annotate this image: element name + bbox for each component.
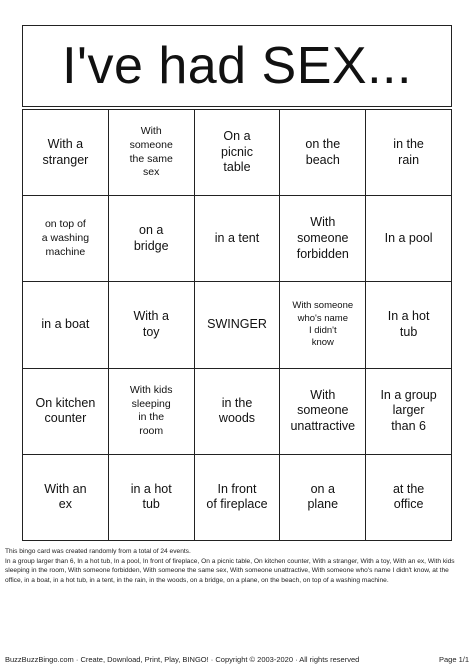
bingo-cell: in a boat [23,282,109,368]
bingo-cell: on a bridge [109,196,195,282]
bingo-cell: With someone unattractive [280,369,366,455]
bingo-grid [22,109,452,541]
card-info-summary: This bingo card was created randomly from a total of 24 events. [5,548,191,555]
bingo-cell: With someone who's name I didn't know [280,282,366,368]
page-footer [5,655,469,664]
bingo-cell: in a tent [195,196,281,282]
bingo-cell: on a plane [280,455,366,541]
bingo-cell: in the rain [366,110,452,196]
bingo-cell: With kids sleeping in the room [109,369,195,455]
bingo-cell: in the woods [195,369,281,455]
bingo-cell: on top of a washing machine [23,196,109,282]
bingo-cell: On kitchen counter [23,369,109,455]
bingo-cell: In a pool [366,196,452,282]
bingo-cell: on the beach [280,110,366,196]
bingo-cell: With someone the same sex [109,110,195,196]
bingo-cell: With someone forbidden [280,196,366,282]
bingo-cell: In a hot tub [366,282,452,368]
bingo-cell: In front of fireplace [195,455,281,541]
bingo-cell: With an ex [23,455,109,541]
card-info-events: In a group larger than 6, In a hot tub, In a pool, In front of fireplace, On a picnic table, On kitchen counter, With a stranger, With a toy, With an ex, With kids sleeping in the room, With someone forbidden, With someone the same sex, With someone unattractive, With someone who's name I didn't know, at the office, in a boat, in a hot tub, in a tent, in the rain, in the woods, on a bridge, on a plane, on the beach, on top of a washing machine. [5,557,455,584]
bingo-title: I've had SEX... [62,37,412,95]
footer-copyright: BuzzBuzzBingo.com · Create, Download, Print, Play, BINGO! · Copyright © 2003-2020 · All rights reserved [5,655,360,664]
bingo-title-box [22,25,452,107]
footer-page-number: Page 1/1 [438,655,469,664]
bingo-cell: In a group larger than 6 [366,369,452,455]
bingo-cell: On a picnic table [195,110,281,196]
bingo-cell: With a toy [109,282,195,368]
bingo-cell: With a stranger [23,110,109,196]
card-info [5,547,467,585]
bingo-cell: at the office [366,455,452,541]
bingo-cell-free: SWINGER [195,282,281,368]
bingo-cell: in a hot tub [109,455,195,541]
